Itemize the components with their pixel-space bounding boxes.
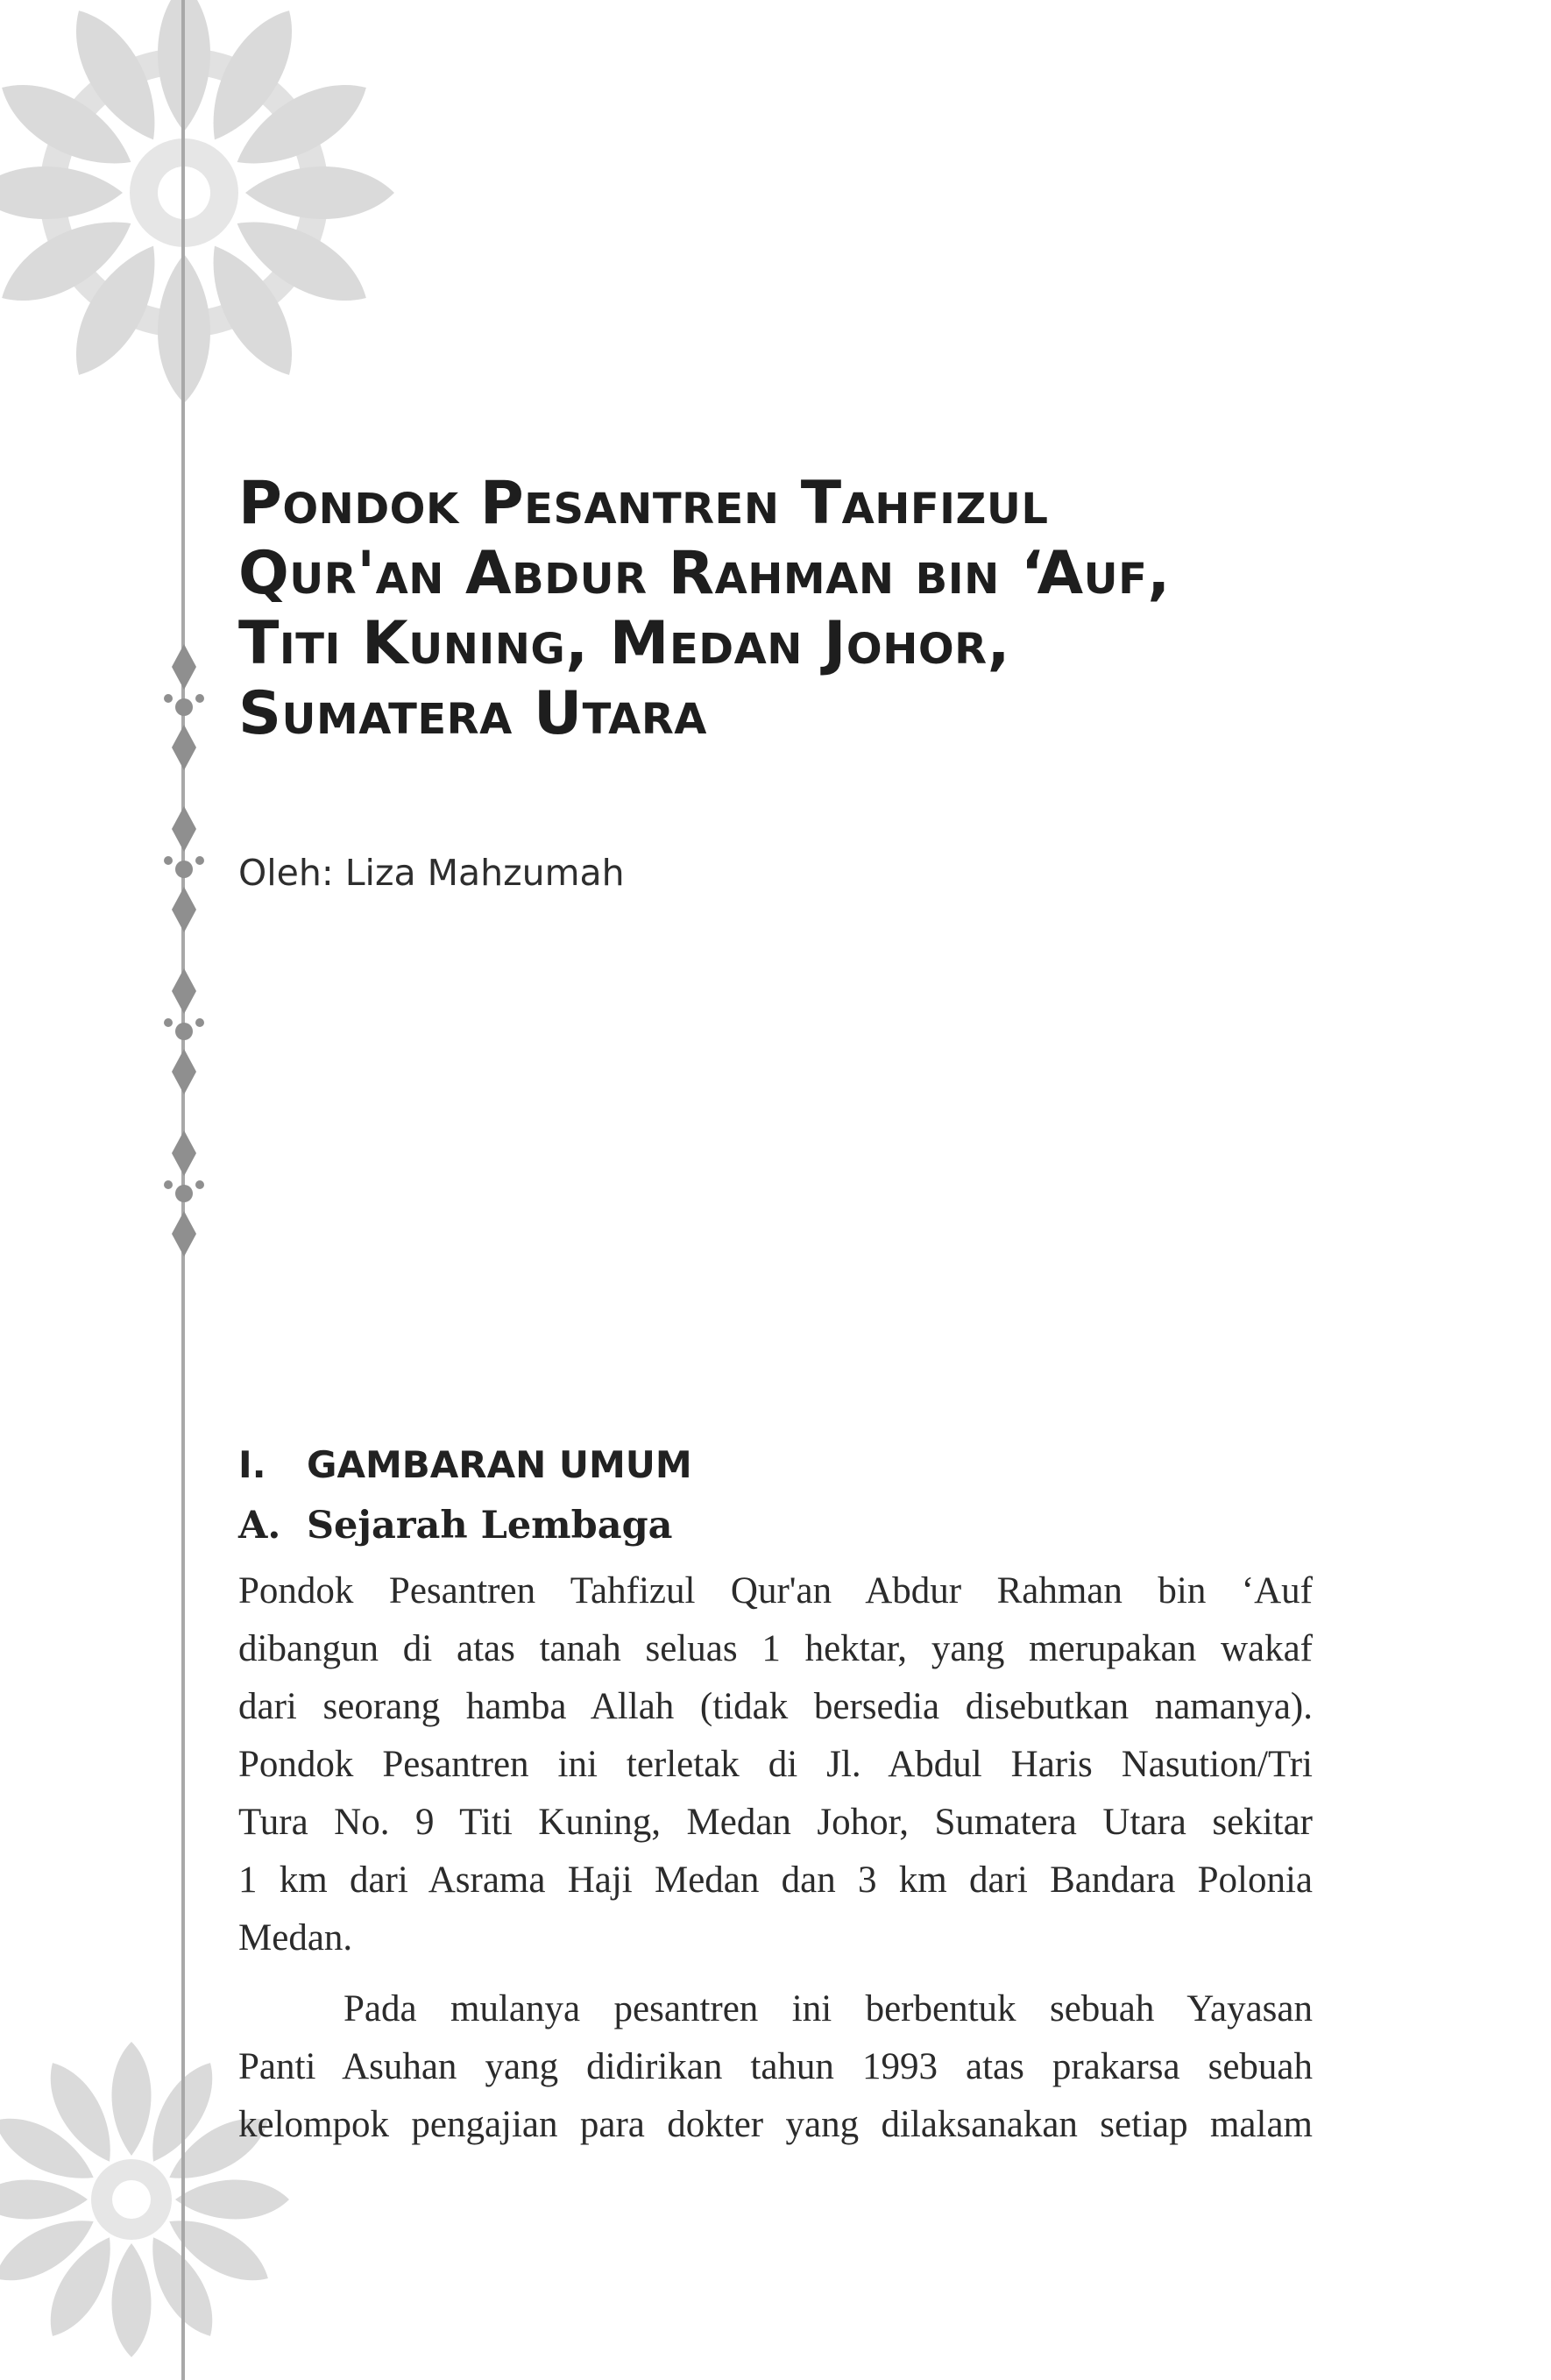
- text-line: dibangun di atas tanah seluas 1 hektar, yang merupakan wakaf: [238, 1628, 1313, 1669]
- subsection-heading: [238, 1504, 673, 1548]
- text-line: kelompok pengajian para dokter yang dilaksanakan setiap malam: [238, 2104, 1313, 2145]
- ornament-chain: [156, 644, 212, 1293]
- text-line: dari seorang hamba Allah (tidak bersedia disebutkan namanya).: [238, 1686, 1313, 1727]
- text-line: Panti Asuhan yang didirikan tahun 1993 atas prakarsa sebuah: [238, 2046, 1313, 2087]
- text-line: Pondok Pesantren Tahfizul Qur'an Abdur Rahman bin ‘Auf: [238, 1570, 1313, 1611]
- text-line: Tura No. 9 Titi Kuning, Medan Johor, Sumatera Utara sekitar: [238, 1802, 1313, 1843]
- title-line: Qur'an Abdur Rahman bin ‘Auf,: [238, 539, 1171, 608]
- chapter-title: [238, 469, 1377, 749]
- paragraph-2: [238, 1980, 1313, 2154]
- title-line: Pondok Pesantren Tahfizul: [238, 469, 1049, 538]
- text-line: Medan.: [238, 1917, 353, 1959]
- text-line: Pondok Pesantren ini terletak di Jl. Abdul Haris Nasution/Tri: [238, 1744, 1313, 1785]
- section-number: I.: [238, 1443, 266, 1486]
- subsection-number: A.: [238, 1504, 281, 1548]
- section-heading: [238, 1443, 692, 1486]
- text-line: 1 km dari Asrama Haji Medan dan 3 km dari Bandara Polonia: [238, 1859, 1313, 1901]
- subsection-title: Sejarah Lembaga: [307, 1504, 673, 1548]
- title-line: Sumatera Utara: [238, 679, 707, 748]
- paragraph-1: [238, 1562, 1313, 1967]
- author-line: Oleh: Liza Mahzumah: [238, 852, 625, 894]
- title-line: Titi Kuning, Medan Johor,: [238, 609, 1010, 678]
- floral-ornament-top: [0, 0, 491, 491]
- text-line: Pada mulanya pesantren ini berbentuk sebuah Yayasan: [343, 1988, 1313, 2029]
- section-title: GAMBARAN UMUM: [307, 1443, 692, 1486]
